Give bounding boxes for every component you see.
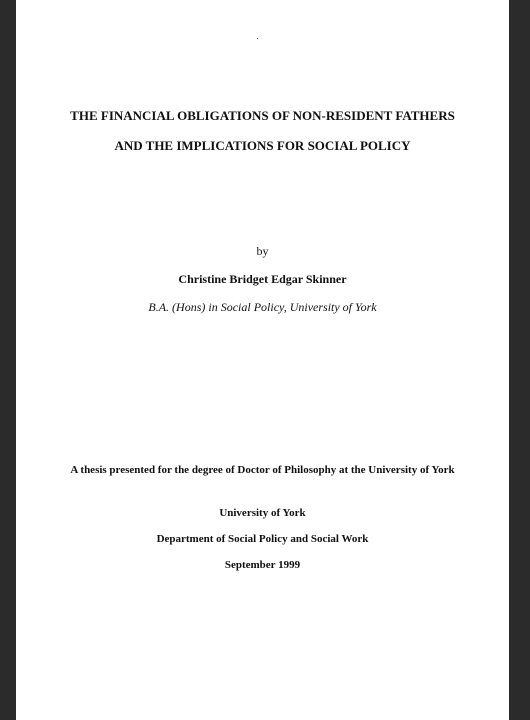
thesis-statement: A thesis presented for the degree of Doctor of Philosophy at the University of York [70, 464, 455, 476]
by-line: by [256, 244, 269, 258]
title-line-1: THE FINANCIAL OBLIGATIONS OF NON-RESIDENT FATHERS [70, 108, 455, 123]
title-line-2: AND THE IMPLICATIONS FOR SOCIAL POLICY [114, 138, 411, 153]
institution: University of York [219, 507, 306, 519]
document-page [16, 0, 509, 720]
scan-speck [257, 38, 258, 39]
author-degree: B.A. (Hons) in Social Policy, University of York [148, 300, 377, 314]
department: Department of Social Policy and Social Work [156, 533, 369, 545]
submission-date: September 1999 [224, 559, 301, 571]
author-name: Christine Bridget Edgar Skinner [178, 272, 347, 286]
